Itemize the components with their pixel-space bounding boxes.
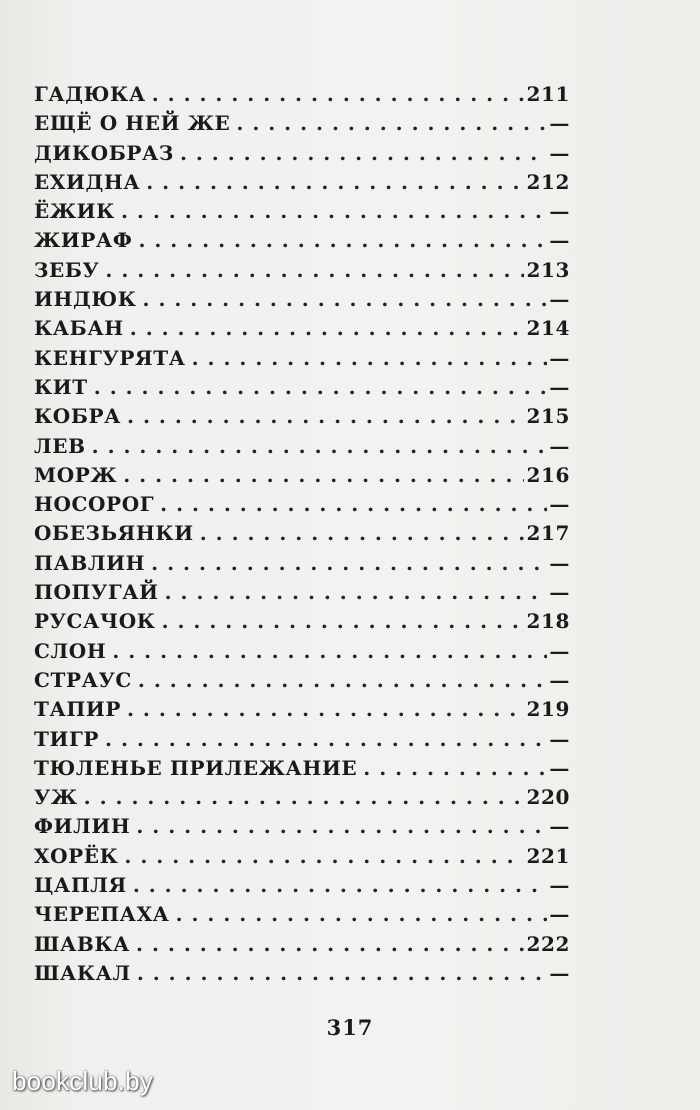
toc-entry-title: ПАВЛИН (34, 550, 146, 575)
toc-entry-title: ЖИРАФ (34, 228, 133, 253)
toc-entry-page: 219 (526, 697, 570, 722)
toc-entry-page: — (549, 755, 570, 780)
toc-entry-page: 211 (526, 82, 570, 106)
dot-leader (105, 727, 547, 751)
toc-entry (34, 141, 570, 170)
toc-entry (34, 199, 570, 228)
toc-entry (34, 902, 570, 931)
toc-entry (34, 375, 570, 404)
toc-entry (34, 492, 570, 521)
toc-entry (34, 727, 570, 756)
toc-entry-title: ИНДЮК (34, 287, 137, 312)
toc-entry (34, 961, 570, 990)
toc-entry-title: ЁЖИК (34, 199, 115, 224)
dot-leader (138, 228, 547, 252)
dot-leader (143, 287, 548, 311)
toc-entry-title: ЕЩЁ О НЕЙ ЖЕ (34, 111, 231, 136)
toc-entry-title: КЕНГУРЯТА (34, 345, 186, 370)
toc-entry (34, 814, 570, 843)
dot-leader (127, 697, 524, 721)
toc-entry (34, 785, 570, 814)
toc-entry-title: ЦАПЛЯ (34, 873, 127, 898)
toc-entry-page: 217 (526, 521, 570, 546)
dot-leader (133, 873, 548, 897)
toc-entry-title: ТАПИР (34, 697, 121, 722)
toc-entry-page: — (549, 111, 570, 136)
toc-entry-title: ЧЕРЕПАХА (34, 902, 170, 927)
dot-leader (136, 932, 524, 956)
dot-leader (151, 551, 547, 575)
toc-entry-title: ЛЕВ (34, 433, 86, 458)
toc-entry-page: 221 (526, 843, 570, 868)
toc-entry-title: ШАВКА (34, 931, 131, 956)
toc-entry-page: — (549, 345, 570, 370)
toc-entry-page: — (549, 960, 570, 985)
toc-entry-title: ДИКОБРАЗ (34, 140, 174, 165)
toc-entry-title: ФИЛИН (34, 814, 131, 839)
toc-entry (34, 521, 570, 550)
toc-entry-title: ГАДЮКА (34, 82, 146, 106)
toc-entry (34, 756, 570, 785)
toc-entry-title: ПОПУГАЙ (34, 580, 159, 605)
toc-entry (34, 111, 570, 140)
toc-entry-title: УЖ (34, 785, 78, 810)
dot-leader (165, 580, 548, 604)
toc-entry-page: — (549, 814, 570, 839)
toc-entry-title: КОБРА (34, 404, 122, 429)
toc-entry (34, 932, 570, 961)
toc-entry-title: НОСОРОГ (34, 492, 155, 517)
toc-entry (34, 463, 570, 492)
toc-entry (34, 551, 570, 580)
toc-entry-title: КАБАН (34, 316, 124, 341)
toc-entry (34, 580, 570, 609)
table-of-contents (34, 82, 570, 990)
toc-entry-page: 220 (526, 785, 570, 810)
dot-leader (94, 375, 548, 399)
dot-leader (138, 668, 548, 692)
toc-entry-page: 216 (526, 462, 570, 487)
toc-entry (34, 609, 570, 638)
toc-entry (34, 316, 570, 345)
toc-entry-page: 222 (526, 931, 570, 956)
dot-leader (160, 492, 547, 516)
toc-entry (34, 404, 570, 433)
dot-leader (363, 756, 547, 780)
toc-entry (34, 668, 570, 697)
toc-entry (34, 697, 570, 726)
dot-leader (121, 199, 547, 223)
toc-entry-title: ХОРЁК (34, 843, 119, 868)
toc-entry-page: — (549, 667, 570, 692)
toc-entry-title: КИТ (34, 374, 88, 399)
toc-entry (34, 170, 570, 199)
dot-leader (192, 346, 548, 370)
dot-leader (137, 961, 548, 985)
toc-entry-page: — (549, 580, 570, 605)
toc-entry-page: — (549, 287, 570, 312)
dot-leader (146, 170, 524, 194)
toc-entry (34, 346, 570, 375)
toc-entry-title: ЗЕБУ (34, 257, 100, 282)
toc-entry (34, 639, 570, 668)
dot-leader (152, 82, 525, 106)
toc-entry-page: 213 (526, 257, 570, 282)
toc-entry-page: 215 (526, 404, 570, 429)
toc-entry-title: МОРЖ (34, 462, 118, 487)
dot-leader (162, 609, 525, 633)
dot-leader (105, 258, 524, 282)
toc-entry-page: 214 (526, 316, 570, 341)
dot-leader (200, 521, 525, 545)
toc-entry-page: — (549, 492, 570, 517)
toc-entry-page: — (549, 199, 570, 224)
toc-entry-title: ТИГР (34, 726, 100, 751)
toc-entry-title: СТРАУС (34, 667, 132, 692)
toc-entry-page: — (549, 374, 570, 399)
toc-entry (34, 287, 570, 316)
toc-entry-page: — (549, 140, 570, 165)
dot-leader (236, 111, 547, 135)
dot-leader (124, 844, 524, 868)
toc-entry (34, 228, 570, 257)
toc-entry-page: — (549, 228, 570, 253)
dot-leader (92, 434, 548, 458)
toc-entry (34, 82, 570, 111)
toc-entry-title: ОБЕЗЬЯНКИ (34, 521, 194, 546)
dot-leader (130, 316, 525, 340)
toc-entry-title: ЕХИДНА (34, 169, 141, 194)
dot-leader (176, 902, 548, 926)
dot-leader (136, 814, 547, 838)
toc-entry-page: — (549, 873, 570, 898)
toc-entry (34, 844, 570, 873)
toc-entry-title: РУСАЧОК (34, 609, 156, 634)
toc-entry-page: — (549, 433, 570, 458)
toc-entry-title: ТЮЛЕНЬЕ ПРИЛЕЖАНИЕ (34, 755, 358, 780)
toc-entry (34, 434, 570, 463)
toc-entry-page: 218 (526, 609, 570, 634)
dot-leader (112, 639, 547, 663)
toc-entry-page: — (549, 638, 570, 663)
toc-entry-page: — (549, 902, 570, 927)
page-number: 317 (326, 1015, 374, 1040)
toc-entry-title: СЛОН (34, 638, 107, 663)
toc-entry-page: 212 (526, 169, 570, 194)
toc-entry-page: — (549, 550, 570, 575)
toc-entry-title: ШАКАЛ (34, 960, 131, 985)
dot-leader (123, 463, 524, 487)
toc-entry-page: — (549, 726, 570, 751)
watermark-text: bookclub.by (12, 1066, 153, 1096)
toc-entry (34, 258, 570, 287)
dot-leader (84, 785, 525, 809)
dot-leader (180, 141, 547, 165)
toc-entry (34, 873, 570, 902)
dot-leader (127, 404, 524, 428)
